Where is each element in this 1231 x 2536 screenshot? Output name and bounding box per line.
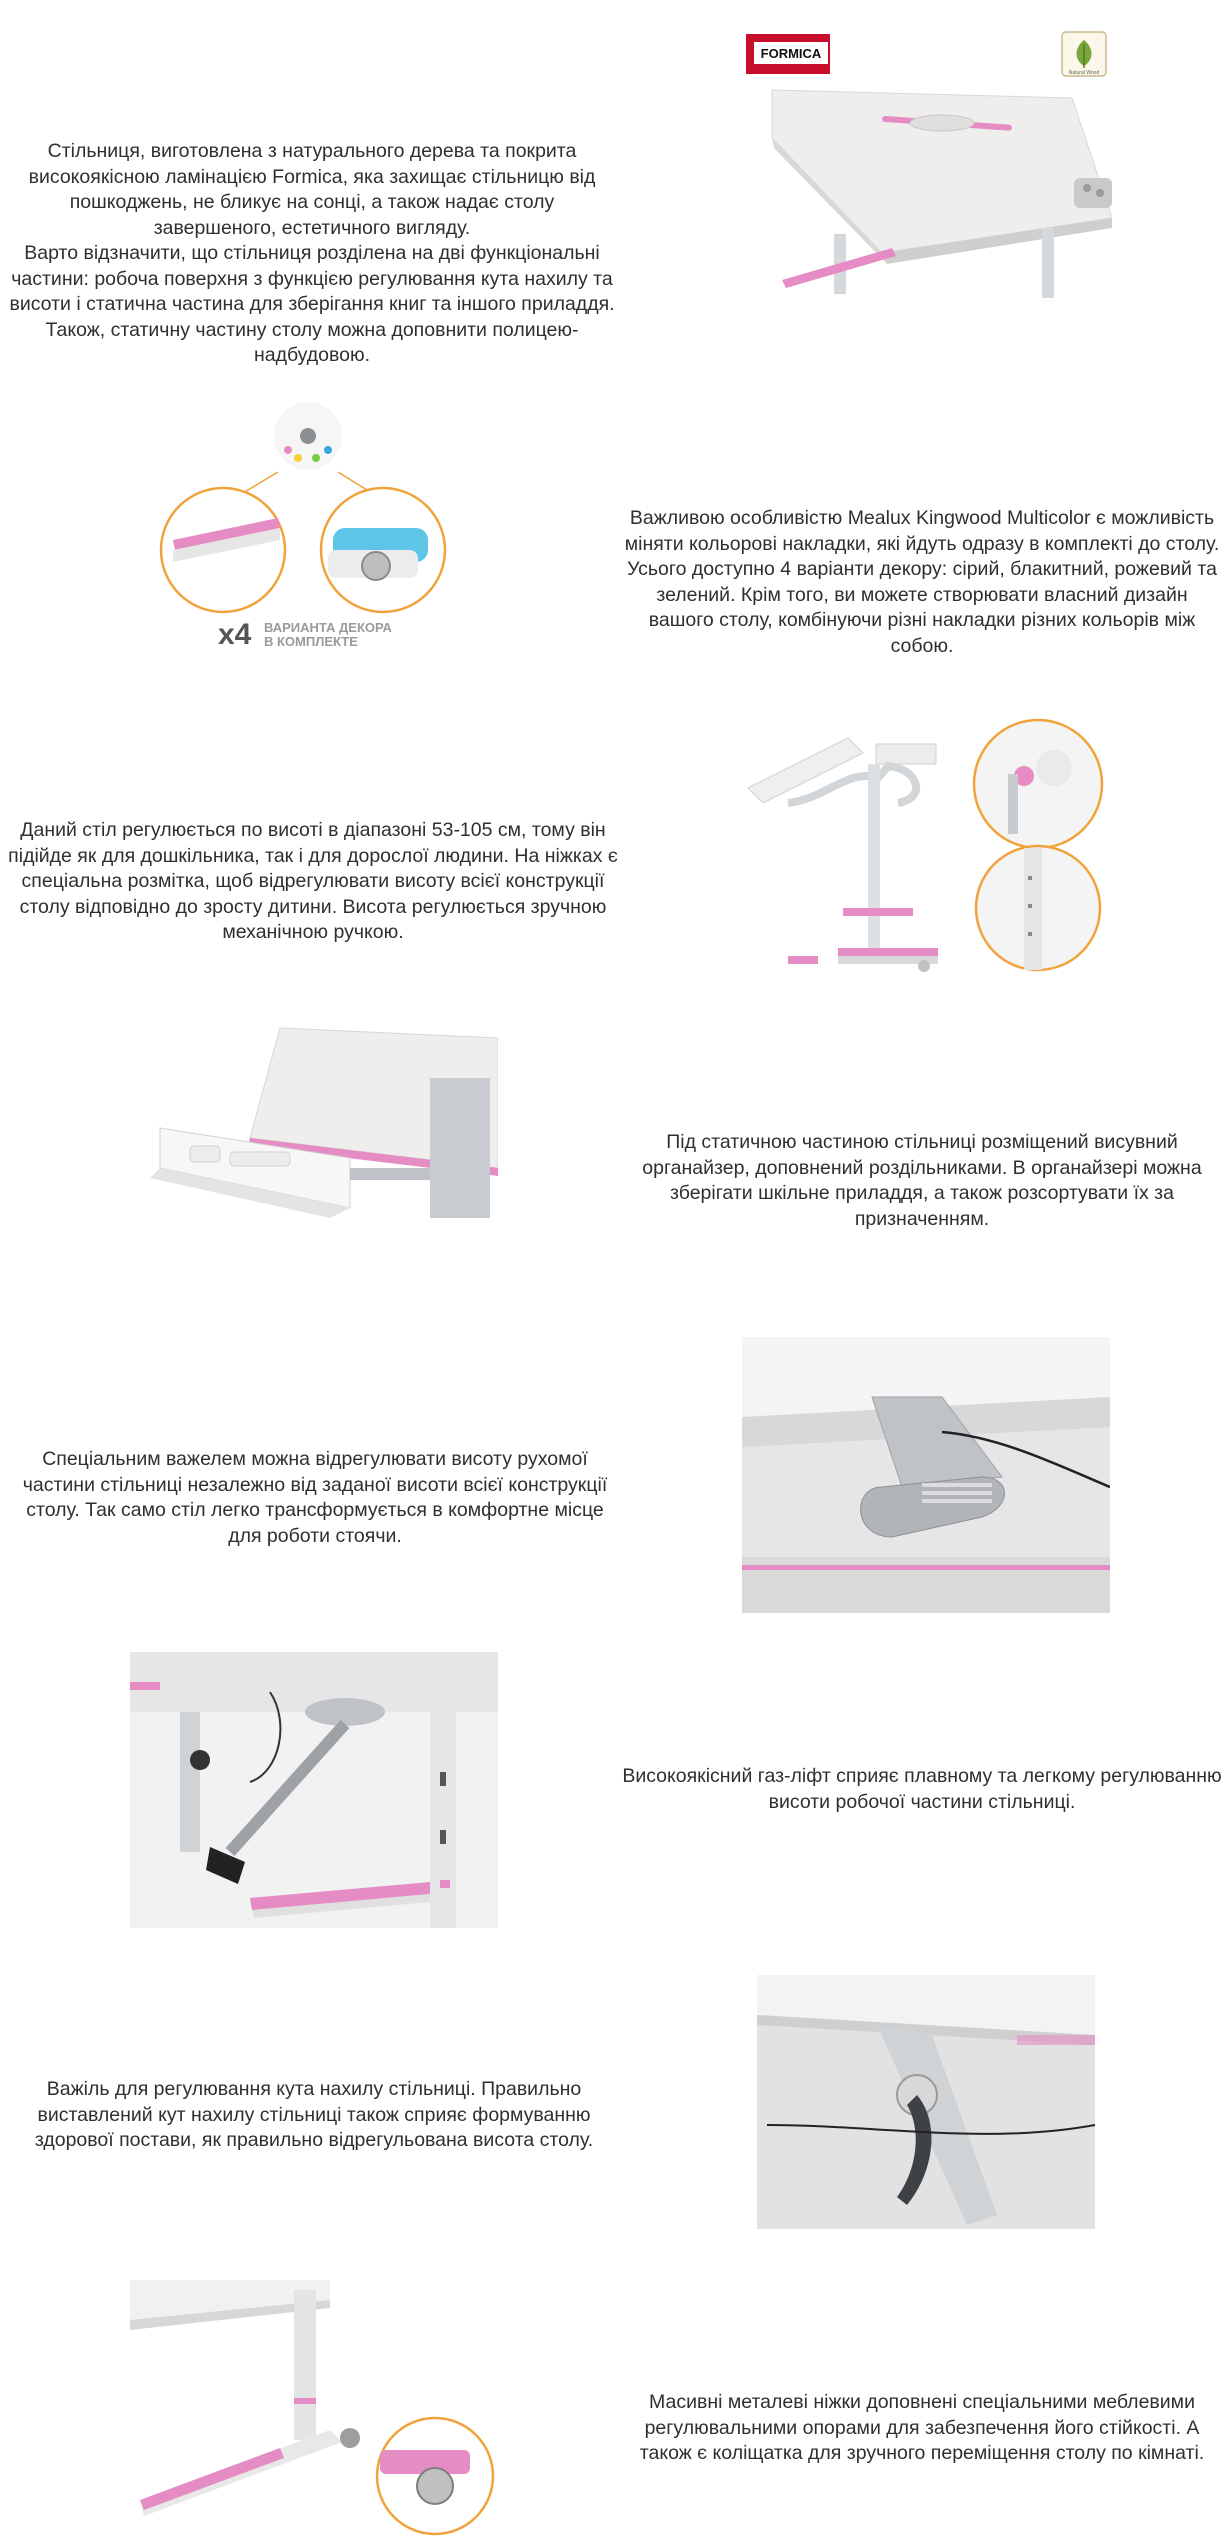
svg-text:Natural Wood: Natural Wood [1068,70,1100,76]
legs-image [130,2280,498,2536]
droplet-icon [300,428,316,444]
legs-paragraph: Масивні металеві ніжки доповнені спеціальними меблевими регулювальними опорами для забезпечення його стійкості. А також є коліщатка для зручного переміщення столу по кімнаті. [639,2391,1205,2464]
svg-text:В КОМПЛЕКТЕ: В КОМПЛЕКТЕ [264,634,358,649]
legs-description [622,2390,1222,2467]
gaslift-image [130,1652,498,1928]
tabletop-paragraph-1: Стільниця, виготовлена з натурального дерева та покрита високоякісною ламінацією Formica, яка захищає стільницю від пошкоджень, не бликує на сонці, а також надає столу завершеного, естетичного вигляду. [28,140,596,239]
gaslift-paragraph: Високоякісний газ-ліфт сприяє плавному та легкому регулюванню висоти робочої частини стільниці. [622,1765,1222,1813]
tilt-image [757,1975,1095,2229]
natural-wood-badge-icon [1062,32,1106,76]
height-paragraph: Даний стіл регулюється по висоті в діапазоні 53-105 см, тому він підійде як для дошкільника, так і для дорослої людини. На ніжках є спеціальна розмітка, щоб відрегулювати висоту всієї конструкції столу відповідно до зросту дитини. Висота регулюється зручною механічною ручкою. [8,819,618,943]
lever-image [742,1337,1110,1613]
tabletop-paragraph-2: Варто відзначити, що стільниця розділена на дві функціональні частини: робоча поверхня з функцією регулювання кута нахилу та висоти і статична частина для зберігання книг та іншого приладдя. Також, статичну частину столу можна доповнити полицею-надбудовою. [9,242,615,366]
svg-text:ВАРИАНТА ДЕКОРА: ВАРИАНТА ДЕКОРА [264,620,392,635]
organizer-image [130,1018,498,1288]
tilt-description [8,2077,620,2154]
svg-text:FORMICA: FORMICA [760,46,822,61]
tabletop-description [6,139,618,369]
lever-description [10,1447,620,1549]
decor-image [128,400,498,664]
organizer-description [622,1130,1222,1232]
decor-paragraph: Важливою особливістю Mealux Kingwood Multicolor є можливість міняти кольорові накладки, які йдуть одразу в комплекті до столу. Усього доступно 4 варіанти декору: сірий, блакитний, рожевий та зелений. Крім того, ви можете створювати власний дизайн вашого столу, комбінуючи різні накладки різних кольорів між собою. [624,507,1220,657]
decor-description [622,506,1222,659]
tilt-paragraph: Важіль для регулювання кута нахилу стільниці. Правильно виставлений кут нахилу стільниці також сприяє формуванню здорової постави, як правильно відрегульована висота столу. [34,2078,594,2151]
formica-logo [746,34,830,74]
height-image [728,708,1108,988]
svg-text:x4: x4 [218,618,252,651]
gaslift-description [622,1764,1222,1815]
lever-paragraph: Спеціальним важелем можна відрегулювати висоту рухомої частини стільниці незалежно від заданої висоти всієї конструкції столу. Так само стіл легко трансформується в комфортне місце для роботи стоячи. [22,1448,608,1547]
height-description [8,818,618,946]
tabletop-image [742,28,1112,306]
organizer-paragraph: Під статичною частиною стільниці розміщений висувний органайзер, доповнений роздільниками. В органайзері можна зберігати шкільне приладдя, а також розсортувати їх за призначенням. [642,1131,1202,1230]
